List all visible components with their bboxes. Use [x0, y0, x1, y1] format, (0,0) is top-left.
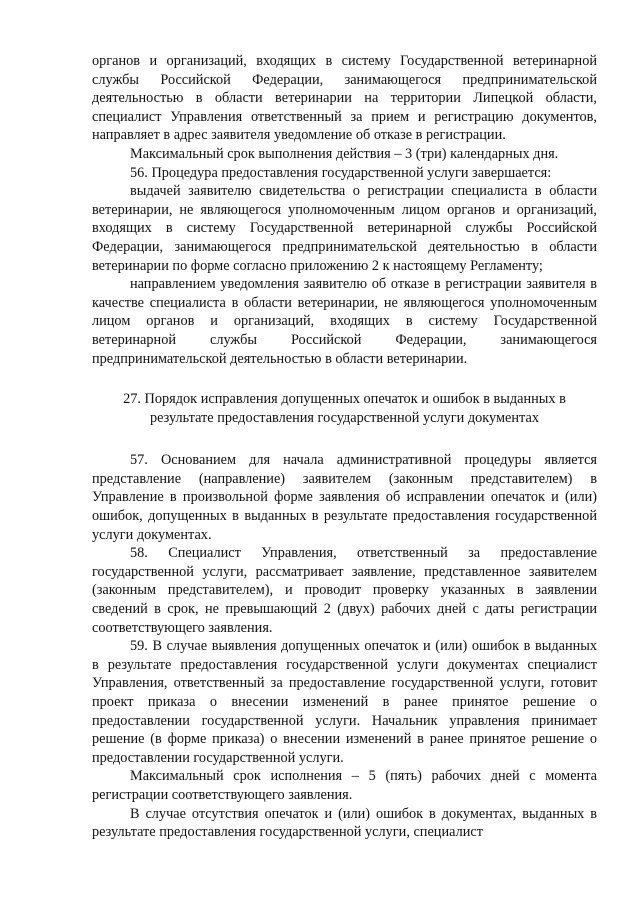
document-page — [92, 52, 597, 842]
paragraph-59: 59. В случае выявления допущенных опечаток и (или) ошибок в выданных в результате предоставления государственной услуги документах специалист Управления, ответственный за предоставление государственной услуги, готовит проект приказа о внесении изменений в ранее принятое решение о предоставлении государственной услуги. Начальник управления принимает решение (в форме приказа) о внесении изменений в ранее принятое решение о предоставлении государственной услуги. — [92, 638, 597, 766]
paragraph-56-item-certificate: выдачей заявителю свидетельства о регистрации специалиста в области ветеринарии, не являющегося уполномоченным лицом органов и организаций, входящих в систему Государственной ветеринарной службы Российской Федерации, занимающегося предпринимательской деятельностью в области ветеринарии по форме согласно приложению 2 к настоящему Регламенту; — [92, 183, 597, 274]
paragraph-56-item-refusal: направлением уведомления заявителю об отказе в регистрации заявителя в качестве специалиста в области ветеринарии, не являющегося уполномоченным лицом органов и организаций, входящих в систему Государственной ветеринарной службы Российской Федерации, занимающегося предпринимательской деятельностью в области ветеринарии. — [92, 276, 597, 367]
paragraph-continuation: органов и организаций, входящих в систему Государственной ветеринарной службы Российской Федерации, занимающегося предпринимательской деятельностью в области ветеринарии на территории Липецкой области, специалист Управления ответственный за прием и регистрацию документов, направляет в адрес заявителя уведомление об отказе в регистрации. — [92, 53, 597, 144]
paragraph-deadline-3-days: Максимальный срок выполнения действия – 3 (три) календарных дня. — [130, 145, 559, 162]
paragraph-58: 58. Специалист Управления, ответственный за предоставление государственной услуги, рассматривает заявление, представленное заявителем (законным представителем), и проводит проверку указанных в заявлении сведений в срок, не превышающий 2 (двух) рабочих дней с даты регистрации соответствующего заявления. — [92, 545, 597, 636]
paragraph-no-errors: В случае отсутствия опечаток и (или) ошибок в документах, выданных в результате предоставления государственной услуги, специалист — [92, 805, 597, 841]
paragraph-57: 57. Основанием для начала административной процедуры является представление (направление) заявителем (законным представителем) в Управление в произвольной форме заявления об исправлении опечаток и (или) ошибок, допущенных в выданных в результате предоставления государственной услуги документах. — [92, 452, 597, 543]
paragraph-56: 56. Процедура предоставления государственной услуги завершается: — [130, 164, 552, 181]
section-heading-27: 27. Порядок исправления допущенных опечаток и ошибок в выданных в результате предоставления государственной услуги документах — [123, 391, 566, 426]
paragraph-deadline-5-days: Максимальный срок исполнения – 5 (пять) рабочих дней с момента регистрации соответствующего заявления. — [92, 768, 597, 803]
